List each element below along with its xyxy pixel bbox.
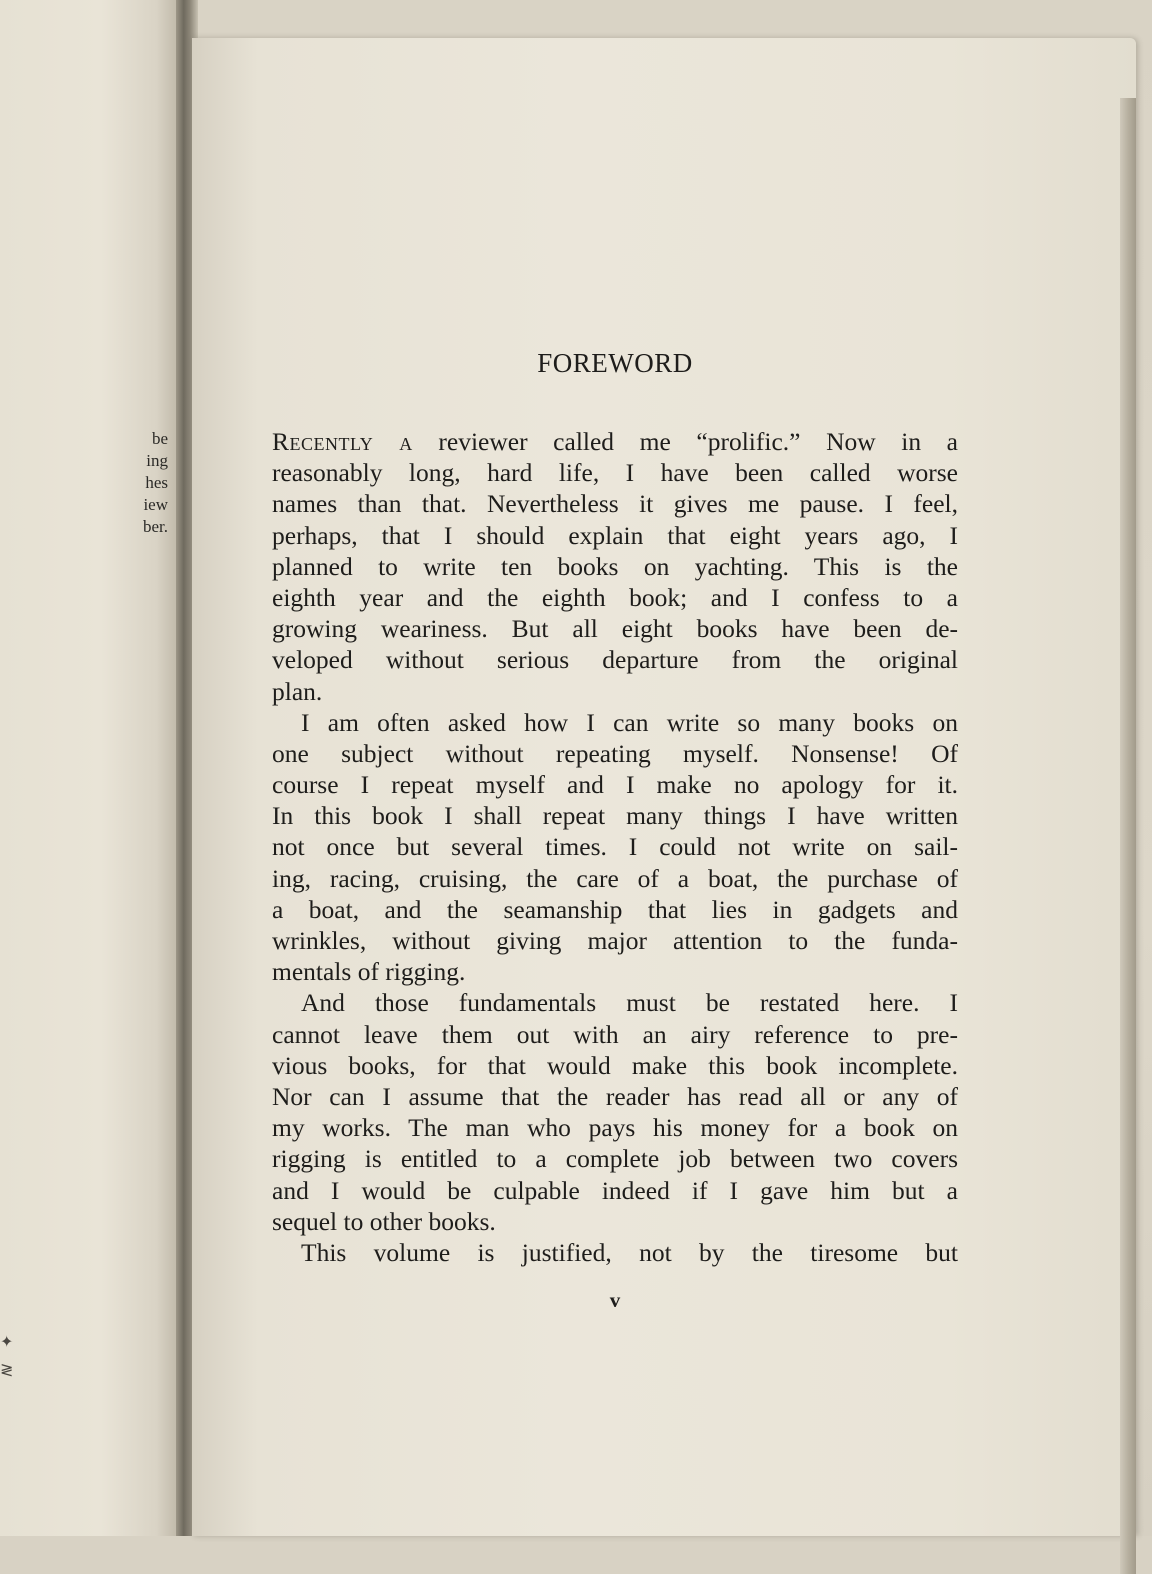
text-line: not once but several times. I could not write on sail- (272, 832, 958, 862)
text-line: wrinkles, without giving major attention to the funda- (272, 926, 958, 955)
text-line-rest: reviewer called me “prolific.” Now in a (412, 427, 958, 456)
text-line: sequel to other books. (272, 1206, 496, 1236)
text-line: This volume is justified, not by the tiresome but (301, 1237, 958, 1267)
body-text (272, 426, 958, 1268)
lead-word: Recently a (272, 427, 413, 456)
text-line: names than that. Nevertheless it gives me pause. I feel, (272, 489, 958, 519)
left-fragment-line: ing (146, 451, 168, 470)
text-line: my works. The man who pays his money for a book on (272, 1113, 958, 1143)
text-line: veloped without serious departure from the original (272, 645, 958, 675)
page-number: v (609, 1288, 621, 1312)
text-line: reasonably long, hard life, I have been called worse (272, 458, 958, 488)
text-line: Nor can I assume that the reader has read all or any of (272, 1081, 958, 1111)
page-edge (1120, 98, 1136, 1574)
text-line: eighth year and the eighth book; and I confess to a (272, 582, 958, 612)
text-line: perhaps, that I should explain that eight years ago, I (272, 520, 958, 550)
left-fragment-line: hes (145, 473, 168, 492)
text-line: plan. (272, 676, 323, 706)
text-line: vious books, for that would make this book incomplete. (272, 1050, 958, 1080)
text-line: rigging is entitled to a complete job between two covers (272, 1144, 958, 1174)
text-line (272, 426, 958, 457)
text-line: In this book I shall repeat many things I have written (272, 801, 958, 831)
text-line: a boat, and the seamanship that lies in gadgets and (272, 894, 958, 924)
text-line: I am often asked how I can write so many books on (301, 707, 958, 737)
left-page (0, 0, 184, 1536)
left-page-mark: ✦ (0, 1334, 14, 1351)
text-line: one subject without repeating myself. Nonsense! Of (272, 738, 958, 768)
page-title: FOREWORD (537, 348, 693, 378)
text-line: and I would be culpable indeed if I gave him but a (272, 1175, 958, 1205)
left-fragment-line: iew (143, 495, 168, 514)
left-page-mark: ≷ (0, 1362, 14, 1379)
text-line: growing weariness. But all eight books have been de- (272, 614, 958, 644)
text-line: ing, racing, cruising, the care of a boat, the purchase of (272, 863, 958, 893)
left-fragment-line: be (151, 429, 168, 448)
text-line: course I repeat myself and I make no apology for it. (272, 770, 958, 800)
left-page-text-fragments (143, 430, 168, 540)
text-line: cannot leave them out with an airy reference to pre- (272, 1019, 958, 1049)
foreword-text-block (272, 348, 958, 1312)
left-fragment-line: ber. (142, 517, 168, 536)
text-line: mentals of rigging. (272, 957, 466, 987)
text-line: planned to write ten books on yachting. This is the (272, 551, 958, 581)
text-line: And those fundamentals must be restated here. I (301, 988, 958, 1018)
